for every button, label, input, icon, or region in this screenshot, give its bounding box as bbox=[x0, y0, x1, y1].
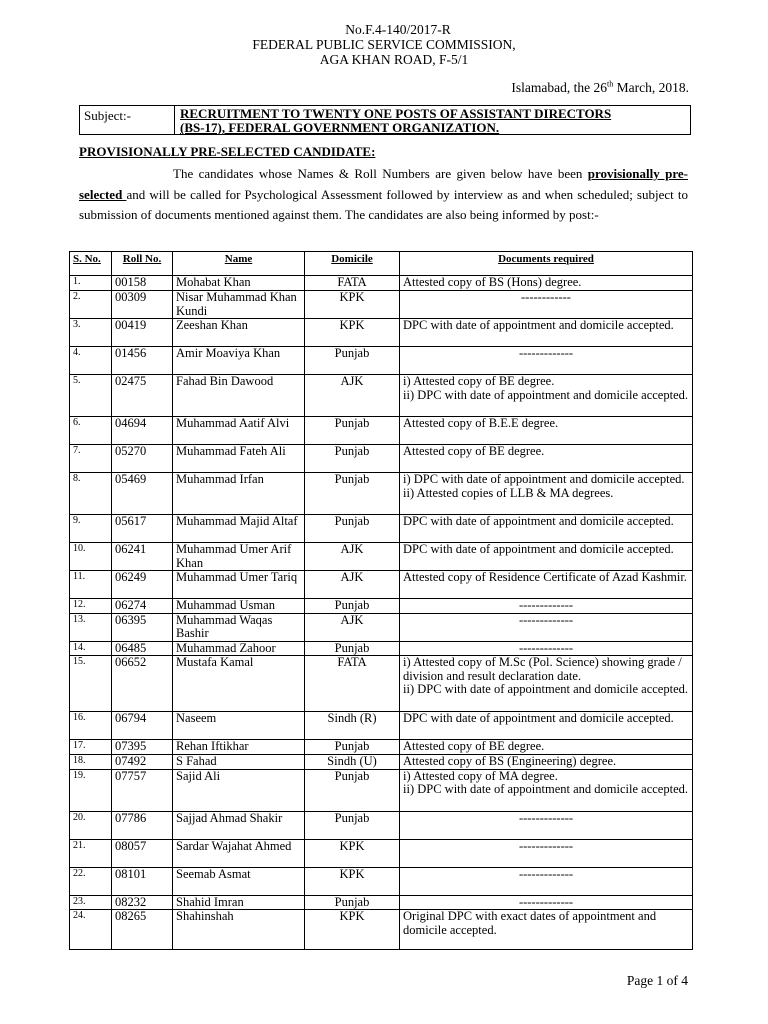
row-name: Sajid Ali bbox=[173, 769, 305, 811]
table-row bbox=[70, 599, 693, 614]
table-row bbox=[70, 515, 693, 543]
row-documents: ------------- bbox=[400, 811, 693, 839]
row-documents: ------------- bbox=[400, 599, 693, 614]
section-title: PROVISIONALLY PRE-SELECTED CANDIDATE: bbox=[79, 144, 376, 159]
row-documents: ------------ bbox=[400, 291, 693, 319]
row-domicile: Punjab bbox=[305, 473, 400, 515]
table-row bbox=[70, 291, 693, 319]
row-documents: i) Attested copy of M.Sc (Pol. Science) showing grade / division and result declaration date. ii) DPC with date of appointment and domicile accepted. bbox=[400, 656, 693, 712]
row-name: Amir Moaviya Khan bbox=[173, 347, 305, 375]
row-name: Sardar Wajahat Ahmed bbox=[173, 839, 305, 867]
table-row bbox=[70, 740, 693, 755]
table-row bbox=[70, 867, 693, 895]
row-documents: Attested copy of BS (Hons) degree. bbox=[400, 276, 693, 291]
emphasis-text: provisionally pre-selected bbox=[79, 166, 688, 202]
header-name: Name bbox=[173, 252, 305, 276]
table-row bbox=[70, 811, 693, 839]
subject-box bbox=[79, 105, 691, 135]
row-roll-no: 07757 bbox=[112, 769, 173, 811]
row-sno: 16. bbox=[70, 712, 112, 740]
table-row bbox=[70, 571, 693, 599]
page-number: Page 1 of 4 bbox=[626, 973, 688, 988]
row-name: Fahad Bin Dawood bbox=[173, 375, 305, 417]
row-documents: ------------- bbox=[400, 839, 693, 867]
row-documents: ------------- bbox=[400, 895, 693, 910]
row-roll-no: 00419 bbox=[112, 319, 173, 347]
row-domicile: Sindh (R) bbox=[305, 712, 400, 740]
row-sno: 9. bbox=[70, 515, 112, 543]
row-domicile: Punjab bbox=[305, 599, 400, 614]
table-row bbox=[70, 910, 693, 950]
row-roll-no: 08101 bbox=[112, 867, 173, 895]
row-domicile: KPK bbox=[305, 867, 400, 895]
row-documents: Attested copy of BS (Engineering) degree. bbox=[400, 754, 693, 769]
header-documents: Documents required bbox=[400, 252, 693, 276]
row-documents: DPC with date of appointment and domicile accepted. bbox=[400, 712, 693, 740]
row-name: Rehan Iftikhar bbox=[173, 740, 305, 755]
row-roll-no: 08057 bbox=[112, 839, 173, 867]
row-sno: 17. bbox=[70, 740, 112, 755]
candidates-table bbox=[69, 251, 693, 950]
row-sno: 15. bbox=[70, 656, 112, 712]
row-domicile: AJK bbox=[305, 571, 400, 599]
table-row bbox=[70, 445, 693, 473]
row-roll-no: 06395 bbox=[112, 613, 173, 641]
row-sno: 18. bbox=[70, 754, 112, 769]
table-row bbox=[70, 712, 693, 740]
row-roll-no: 06485 bbox=[112, 641, 173, 656]
table-row bbox=[70, 769, 693, 811]
table-row bbox=[70, 839, 693, 867]
row-roll-no: 05270 bbox=[112, 445, 173, 473]
row-name: S Fahad bbox=[173, 754, 305, 769]
row-roll-no: 05469 bbox=[112, 473, 173, 515]
row-name: Muhammad Majid Altaf bbox=[173, 515, 305, 543]
row-name: Muhammad Umer Tariq bbox=[173, 571, 305, 599]
row-name: Nisar Muhammad Khan Kundi bbox=[173, 291, 305, 319]
table-row bbox=[70, 543, 693, 571]
row-name: Muhammad Zahoor bbox=[173, 641, 305, 656]
row-roll-no: 04694 bbox=[112, 417, 173, 445]
row-roll-no: 08232 bbox=[112, 895, 173, 910]
header-domicile: Domicile bbox=[305, 252, 400, 276]
row-domicile: FATA bbox=[305, 276, 400, 291]
row-roll-no: 08265 bbox=[112, 910, 173, 950]
row-documents: DPC with date of appointment and domicile accepted. bbox=[400, 319, 693, 347]
row-domicile: KPK bbox=[305, 839, 400, 867]
table-row bbox=[70, 641, 693, 656]
row-name: Muhammad Irfan bbox=[173, 473, 305, 515]
row-domicile: Punjab bbox=[305, 417, 400, 445]
row-domicile: Punjab bbox=[305, 740, 400, 755]
intro-paragraph: The candidates whose Names & Roll Numbers are given below have been provisionally pre-selected and will be called for Psychological Assessment followed by interview as and when scheduled; subject to submission of documents mentioned against them. The candidates are also being informed by post:- bbox=[79, 166, 688, 222]
row-documents: DPC with date of appointment and domicile accepted. bbox=[400, 515, 693, 543]
row-domicile: FATA bbox=[305, 656, 400, 712]
row-documents: ------------- bbox=[400, 641, 693, 656]
table-row bbox=[70, 276, 693, 291]
row-documents: Attested copy of BE degree. bbox=[400, 740, 693, 755]
row-domicile: Punjab bbox=[305, 769, 400, 811]
row-name: Sajjad Ahmad Shakir bbox=[173, 811, 305, 839]
table-row bbox=[70, 754, 693, 769]
header-roll: Roll No. bbox=[112, 252, 173, 276]
row-roll-no: 00309 bbox=[112, 291, 173, 319]
row-name: Muhammad Aatif Alvi bbox=[173, 417, 305, 445]
row-name: Mohabat Khan bbox=[173, 276, 305, 291]
row-name: Muhammad Umer Arif Khan bbox=[173, 543, 305, 571]
row-sno: 24. bbox=[70, 910, 112, 950]
row-domicile: Punjab bbox=[305, 347, 400, 375]
row-sno: 14. bbox=[70, 641, 112, 656]
row-name: Muhammad Fateh Ali bbox=[173, 445, 305, 473]
row-documents: ------------- bbox=[400, 347, 693, 375]
row-sno: 6. bbox=[70, 417, 112, 445]
row-domicile: KPK bbox=[305, 291, 400, 319]
row-sno: 3. bbox=[70, 319, 112, 347]
row-sno: 5. bbox=[70, 375, 112, 417]
organization-name: FEDERAL PUBLIC SERVICE COMMISSION, bbox=[252, 37, 516, 52]
row-domicile: Punjab bbox=[305, 515, 400, 543]
row-sno: 7. bbox=[70, 445, 112, 473]
row-roll-no: 06794 bbox=[112, 712, 173, 740]
organization-address: AGA KHAN ROAD, F-5/1 bbox=[319, 52, 469, 67]
header-sno: S. No. bbox=[70, 252, 112, 276]
table-row bbox=[70, 656, 693, 712]
subject-text: RECRUITMENT TO TWENTY ONE POSTS OF ASSISTANT DIRECTORS (BS-17), FEDERAL GOVERNMENT ORGANIZATION. bbox=[180, 106, 612, 135]
row-sno: 23. bbox=[70, 895, 112, 910]
row-domicile: Punjab bbox=[305, 895, 400, 910]
row-name: Seemab Asmat bbox=[173, 867, 305, 895]
row-domicile: Punjab bbox=[305, 641, 400, 656]
row-sno: 12. bbox=[70, 599, 112, 614]
row-name: Muhammad Usman bbox=[173, 599, 305, 614]
row-domicile: AJK bbox=[305, 543, 400, 571]
table-row bbox=[70, 473, 693, 515]
row-sno: 11. bbox=[70, 571, 112, 599]
row-documents: ------------- bbox=[400, 613, 693, 641]
row-documents: Attested copy of Residence Certificate of Azad Kashmir. bbox=[400, 571, 693, 599]
row-domicile: Punjab bbox=[305, 811, 400, 839]
row-documents: DPC with date of appointment and domicile accepted. bbox=[400, 543, 693, 571]
row-documents: ------------- bbox=[400, 867, 693, 895]
row-name: Naseem bbox=[173, 712, 305, 740]
table-row bbox=[70, 375, 693, 417]
row-documents: i) Attested copy of MA degree. ii) DPC with date of appointment and domicile accepted. bbox=[400, 769, 693, 811]
row-roll-no: 00158 bbox=[112, 276, 173, 291]
row-name: Muhammad Waqas Bashir bbox=[173, 613, 305, 641]
table-row bbox=[70, 417, 693, 445]
row-domicile: AJK bbox=[305, 613, 400, 641]
row-sno: 10. bbox=[70, 543, 112, 571]
table-row bbox=[70, 613, 693, 641]
row-roll-no: 06652 bbox=[112, 656, 173, 712]
row-sno: 22. bbox=[70, 867, 112, 895]
row-sno: 4. bbox=[70, 347, 112, 375]
date-line: Islamabad, the 26th March, 2018. bbox=[511, 79, 689, 95]
reference-number: No.F.4-140/2017-R bbox=[345, 22, 451, 37]
row-roll-no: 06249 bbox=[112, 571, 173, 599]
row-roll-no: 05617 bbox=[112, 515, 173, 543]
row-sno: 1. bbox=[70, 276, 112, 291]
row-sno: 2. bbox=[70, 291, 112, 319]
row-domicile: Punjab bbox=[305, 445, 400, 473]
row-name: Mustafa Kamal bbox=[173, 656, 305, 712]
table-row bbox=[70, 347, 693, 375]
row-domicile: Sindh (U) bbox=[305, 754, 400, 769]
row-sno: 20. bbox=[70, 811, 112, 839]
row-roll-no: 07492 bbox=[112, 754, 173, 769]
row-roll-no: 01456 bbox=[112, 347, 173, 375]
row-sno: 21. bbox=[70, 839, 112, 867]
row-name: Shahinshah bbox=[173, 910, 305, 950]
row-documents: i) DPC with date of appointment and domicile accepted. ii) Attested copies of LLB & MA degrees. bbox=[400, 473, 693, 515]
row-sno: 8. bbox=[70, 473, 112, 515]
row-name: Zeeshan Khan bbox=[173, 319, 305, 347]
table-header-row bbox=[70, 252, 693, 276]
row-domicile: AJK bbox=[305, 375, 400, 417]
row-domicile: KPK bbox=[305, 319, 400, 347]
row-name: Shahid Imran bbox=[173, 895, 305, 910]
row-domicile: KPK bbox=[305, 910, 400, 950]
row-sno: 19. bbox=[70, 769, 112, 811]
subject-label: Subject:- bbox=[80, 106, 175, 134]
row-roll-no: 02475 bbox=[112, 375, 173, 417]
row-documents: Attested copy of BE degree. bbox=[400, 445, 693, 473]
row-roll-no: 07786 bbox=[112, 811, 173, 839]
row-documents: Attested copy of B.E.E degree. bbox=[400, 417, 693, 445]
row-roll-no: 06241 bbox=[112, 543, 173, 571]
row-documents: i) Attested copy of BE degree. ii) DPC with date of appointment and domicile accepted. bbox=[400, 375, 693, 417]
table-row bbox=[70, 319, 693, 347]
row-documents: Original DPC with exact dates of appointment and domicile accepted. bbox=[400, 910, 693, 950]
row-sno: 13. bbox=[70, 613, 112, 641]
table-row bbox=[70, 895, 693, 910]
row-roll-no: 07395 bbox=[112, 740, 173, 755]
row-roll-no: 06274 bbox=[112, 599, 173, 614]
